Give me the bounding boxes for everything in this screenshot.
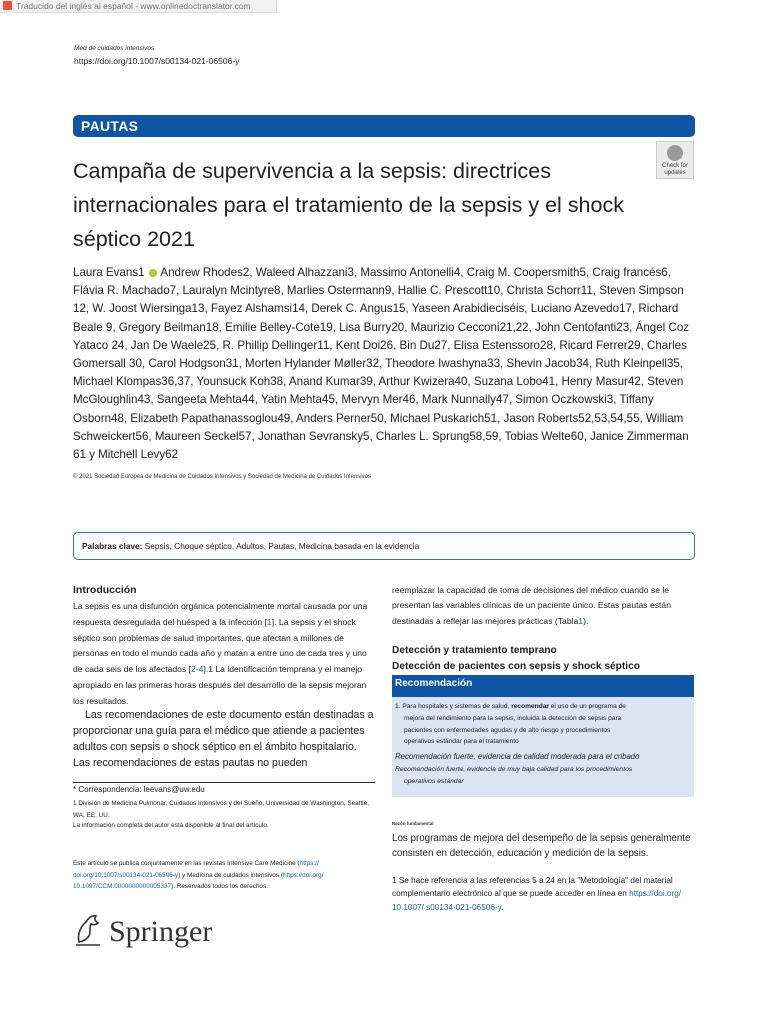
- author-info-note: La información completa del autor está disponible al final del artículo.: [73, 822, 269, 829]
- rec-quality-line: operativos estándar: [404, 777, 464, 785]
- author-list: [73, 264, 695, 464]
- rec-line: mejora del rendimiento para la sepsis, incluida la detección de sepsis para: [404, 714, 622, 722]
- check-updates-label: Check for updates: [662, 163, 688, 176]
- ref-link[interactable]: 2-4: [191, 664, 204, 675]
- rec-quality-line: Recomendación fuerte, evidencia de muy baja calidad para los procedimientos: [395, 766, 633, 774]
- translator-bar[interactable]: [0, 0, 277, 13]
- pub-text: Este artículo se publica conjuntamente en las revistas Intensive Care Medicine (: [73, 860, 300, 867]
- check-for-updates-badge[interactable]: [656, 141, 694, 179]
- springer-wordmark: Springer: [109, 915, 213, 948]
- rec-text: el uso de un programa de: [548, 703, 626, 710]
- author-rest: Andrew Rhodes2, Waleed Alhazzani3, Massimo Antonelli4, Craig M. Coopersmith5, Craig francés6, Flávia R. Machado7, Lauralyn Mcintyre8, Marlies Ostermann9, Hallie C. Prescott10, Christa Schorr11, Steven Simpson 12, W. Joost Wiersinga13, Fayez Alshamsi14, Derek C. Angus15, Yaseen Arabidieciséis, Luciano Azevedo17, Richard Beale 9, Gregory Beilman18, Emilie Belley-Cote19, Lisa Burry20, Maurizio Cecconi21,22, John Centofanti23, Ángel Coz Yataco 24, Jan De Waele25, R. Phillip Dellinger11, Kent Doi26, Bin Du27, Elisa Estenssoro28, Ricard Ferrer29, Charles Gomersall 30, Carol Hodgson31, Morten Hylander Møller32, Theodore Iwashyna33, Shevin Jacob34, Ruth Kleinpell35, Michael Klompas36,37, Younsuck Koh38, Anand Kumar39, Arthur Kwizera40, Suzana Lobo41, Henry Masur42, Steven McGloughlin43, Sangeeta Mehta44, Yatin Mehta45, Mervyn Mer46, Mark Nunnally47, Simon Oczkowski3, Tiffany Osborn48, Elizabeth Papathanassoglou49, Anders Perner50, Michael Puskarich51, Jason Roberts52,53,54,55, William Schweickert56, Maureen Seckel57, Jonathan Sevransky5, Charles L. Sprung58,59, Tobias Welte60, Janice Zimmerman 61 y Mitchell Levy62: [73, 266, 690, 462]
- footnote-divider: [73, 782, 375, 783]
- intro-text: ]. La sepsis y el shock séptico son problemas de salud importantes, que afectan a millones de personas en todo el mundo cada año y matan a entre uno de cada tres y uno de cada seis de los afectados [: [73, 616, 367, 675]
- publication-note: [73, 858, 373, 893]
- recommendation-item: [395, 701, 688, 748]
- rec-bold: recomendar: [511, 703, 549, 710]
- intro-text: La sepsis es una disfunción orgánica potencialmente mortal causada por una respuesta desregulada del huésped a la infección [: [73, 601, 368, 627]
- springer-logo: [73, 912, 273, 952]
- journal-name: Med de cuidados intensivos: [74, 45, 155, 52]
- intro-heading: Introducción: [73, 584, 137, 596]
- orcid-icon[interactable]: [149, 269, 157, 277]
- rec-line: pacientes con enfermedades agudas y de alto riesgo y procedimientos: [404, 726, 611, 734]
- rec-quality-1: Recomendación fuerte, evidencia de calidad moderada para el cribado: [395, 752, 640, 762]
- footnote-text: 1 Se hace referencia a las referencias 5 a 24 en la "Metodología" del material complementario electrónico al que se puede acceder en línea en: [392, 876, 673, 899]
- rationale-text: Los programas de mejora del desempeño de la sepsis generalmente consisten en detección, educación y medición de la sepsis.: [392, 833, 691, 860]
- footnote-right: [392, 874, 694, 914]
- right-text: ).: [583, 615, 589, 626]
- check-updates-icon: [667, 145, 683, 161]
- ref-link[interactable]: 1: [266, 616, 272, 627]
- keywords-label: Palabras clave:: [82, 541, 143, 551]
- intro-paragraph-1: [73, 599, 375, 710]
- rec-quality-2: [395, 764, 688, 788]
- article-title: Campaña de supervivencia a la sepsis: directrices internacionales para el tratamiento de la sepsis y el shock séptico 2021: [73, 159, 624, 251]
- right-paragraph-1: [392, 583, 694, 629]
- recommendation-body: [392, 697, 694, 797]
- pub-text: ). Reservados todos los derechos.: [171, 883, 269, 890]
- subsection-heading: Detección de pacientes con sepsis y shock séptico: [392, 661, 640, 672]
- copyright: © 2021 Sociedad Europea de Medicina de Cuidados Intensivos y Sociedad de Medicina de Cuidados Intensivos: [73, 474, 371, 480]
- intro-paragraph-2: Las recomendaciones de este documento están destinadas a proporcionar una guía para el médico que atiende a pacientes adultos con sepsis o shock séptico en el ámbito hospitalario. Las recomendaciones de estas pautas no pueden: [73, 709, 374, 769]
- keywords-values: Sepsis, Choque séptico, Adultos, Pautas, Medicina basada en la evidencia: [144, 541, 420, 551]
- pub-link[interactable]: https:// doi.org/10.1007/s00134-021-06506-y: [73, 860, 319, 879]
- keywords-box: [73, 532, 695, 560]
- pub-link[interactable]: https://doi.org/ 10.1097/CCM.0000000000005337: [73, 871, 324, 890]
- rec-text: 1. Para hospitales y sistemas de salud,: [395, 703, 512, 710]
- doi-link[interactable]: https://doi.org/10.1007/s00134-021-06506-y: [74, 56, 240, 66]
- table-link[interactable]: 1: [578, 615, 584, 626]
- section-heading: Detección y tratamiento temprano: [392, 645, 557, 656]
- footnote-link[interactable]: https://doi.org/ 10.1007/ s00134-021-06506-y: [392, 889, 682, 912]
- author-first: Laura Evans1: [73, 266, 145, 279]
- footnote-text: .: [501, 902, 504, 912]
- affiliation: 1 División de Medicina Pulmonar, Cuidados Intensivos y del Sueño, Universidad de Washington, Seattle, WA, EE. UU.: [73, 800, 370, 820]
- pub-text: ) y Medicina de cuidados intensivos (: [178, 871, 283, 879]
- correspondence: * Correspondencia: leevans@uw.edu: [73, 785, 205, 794]
- article-type-banner: PAUTAS: [73, 115, 695, 137]
- translator-icon: [3, 1, 12, 10]
- rationale-heading: Razón fundamental: [392, 821, 434, 826]
- rec-line: operativos estándar para el tratamiento: [404, 738, 519, 746]
- recommendation-header: Recomendación: [392, 675, 694, 697]
- translator-text: Traducido del inglés al español - www.onlinedoctranslator.com: [16, 1, 251, 11]
- intro-text: ].1 La identificación temprana y el manejo apropiado en las primeras horas después del desarrollo de la sepsis mejoran los resultados.: [73, 664, 367, 706]
- springer-horse-icon: [73, 912, 103, 948]
- right-text: reemplazar la capacidad de toma de decisiones del médico cuando se le presentan las variables clínicas de un paciente único. Estas pautas están destinadas a reflejar las mejores prácticas (Tabla: [392, 585, 671, 626]
